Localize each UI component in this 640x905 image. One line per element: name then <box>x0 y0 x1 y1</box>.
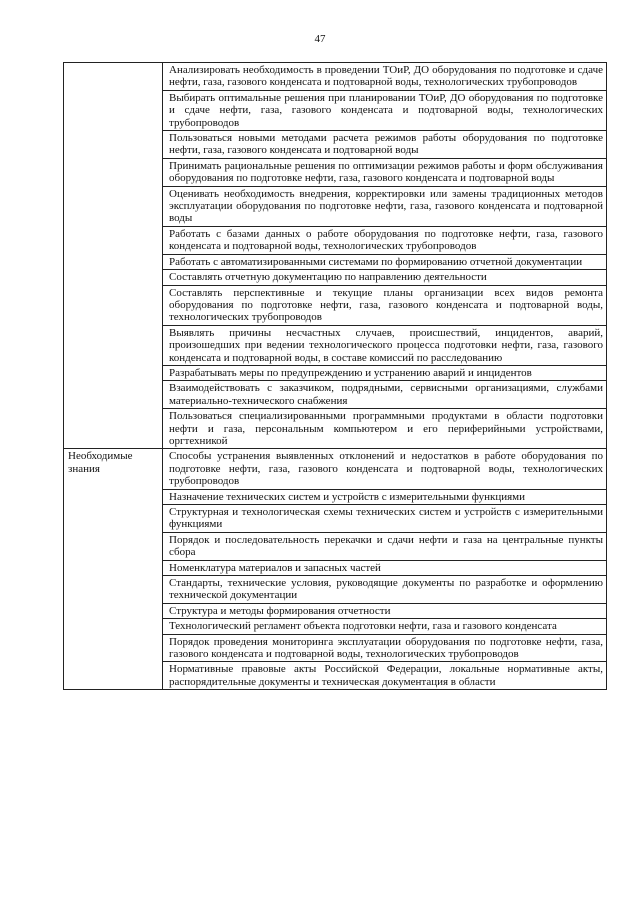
requirement-text: Способы устранения выявленных отклонений и недостатков в работе оборудования по подготовке нефти, газа, газового конденсата и подтоварной воды, технологических трубопроводов <box>163 449 607 489</box>
requirement-text: Структурная и технологическая схемы технических систем и устройств с измерительными функциями <box>163 505 607 533</box>
requirements-table <box>63 62 607 690</box>
table-row <box>64 449 607 489</box>
requirement-text: Нормативные правовые акты Российской Федерации, локальные нормативные акты, распорядительные документы и техническая документация в области <box>163 662 607 690</box>
requirement-text: Составлять отчетную документацию по направлению деятельности <box>163 270 607 285</box>
requirement-text: Выбирать оптимальные решения при планировании ТОиР, ДО оборудования по подготовке и сдаче нефти, газа, газового конденсата и подтоварной воды, технологических трубопроводов <box>163 90 607 130</box>
requirement-text: Технологический регламент объекта подготовки нефти, газа и газового конденсата <box>163 619 607 634</box>
requirement-text: Пользоваться новыми методами расчета режимов работы оборудования по подготовке нефти, газа, газового конденсата и подтоварной воды <box>163 131 607 159</box>
requirement-text: Анализировать необходимость в проведении ТОиР, ДО оборудования по подготовке и сдаче нефти, газа, газового конденсата и подтоварной воды, технологических трубопроводов <box>163 63 607 91</box>
requirement-text: Разрабатывать меры по предупреждению и устранению аварий и инцидентов <box>163 365 607 380</box>
requirement-text: Работать с базами данных о работе оборудования по подготовке нефти, газа, газового конденсата и подтоварной воды, технологических трубопроводов <box>163 226 607 254</box>
requirement-text: Работать с автоматизированными системами по формированию отчетной документации <box>163 254 607 269</box>
page-number: 47 <box>314 33 326 45</box>
requirement-text: Порядок и последовательность перекачки и сдачи нефти и газа на центральные пункты сбора <box>163 532 607 560</box>
requirement-text: Выявлять причины несчастных случаев, происшествий, инцидентов, аварий, произошедших при ведении технологического процесса подготовки нефти, газа, газового конденсата и подтоварной воды, в составе комиссий по расследованию <box>163 325 607 365</box>
requirement-text: Взаимодействовать с заказчиком, подрядными, сервисными организациями, службами материально-технического снабжения <box>163 381 607 409</box>
requirement-text: Оценивать необходимость внедрения, корректировки или замены традиционных методов эксплуатации оборудования по подготовке нефти, газа, газового конденсата и подтоварной воды <box>163 186 607 226</box>
requirement-text: Структура и методы формирования отчетности <box>163 603 607 618</box>
section-label-skills <box>64 63 163 449</box>
requirement-text: Назначение технических систем и устройств с измерительными функциями <box>163 489 607 504</box>
table-row <box>64 63 607 91</box>
requirement-text: Составлять перспективные и текущие планы организации всех видов ремонта оборудования по подготовке нефти, газа, газового конденсата и подтоварной воды, технологических трубопроводов <box>163 285 607 325</box>
requirement-text: Принимать рациональные решения по оптимизации режимов работы и форм обслуживания оборудования по подготовке нефти, газа, газового конденсата и подтоварной воды <box>163 158 607 186</box>
requirement-text: Порядок проведения мониторинга эксплуатации оборудования по подготовке нефти, газа, газового конденсата и подтоварной воды, технологических трубопроводов <box>163 634 607 662</box>
requirement-text: Стандарты, технические условия, руководящие документы по разработке и оформлению технической документации <box>163 576 607 604</box>
requirement-text: Номенклатура материалов и запасных частей <box>163 560 607 575</box>
requirement-text: Пользоваться специализированными программными продуктами в области подготовки нефти и газа, персональным компьютером и его периферийными устройствами, оргтехникой <box>163 409 607 449</box>
section-label-knowledge: Необходимые знания <box>64 449 163 690</box>
